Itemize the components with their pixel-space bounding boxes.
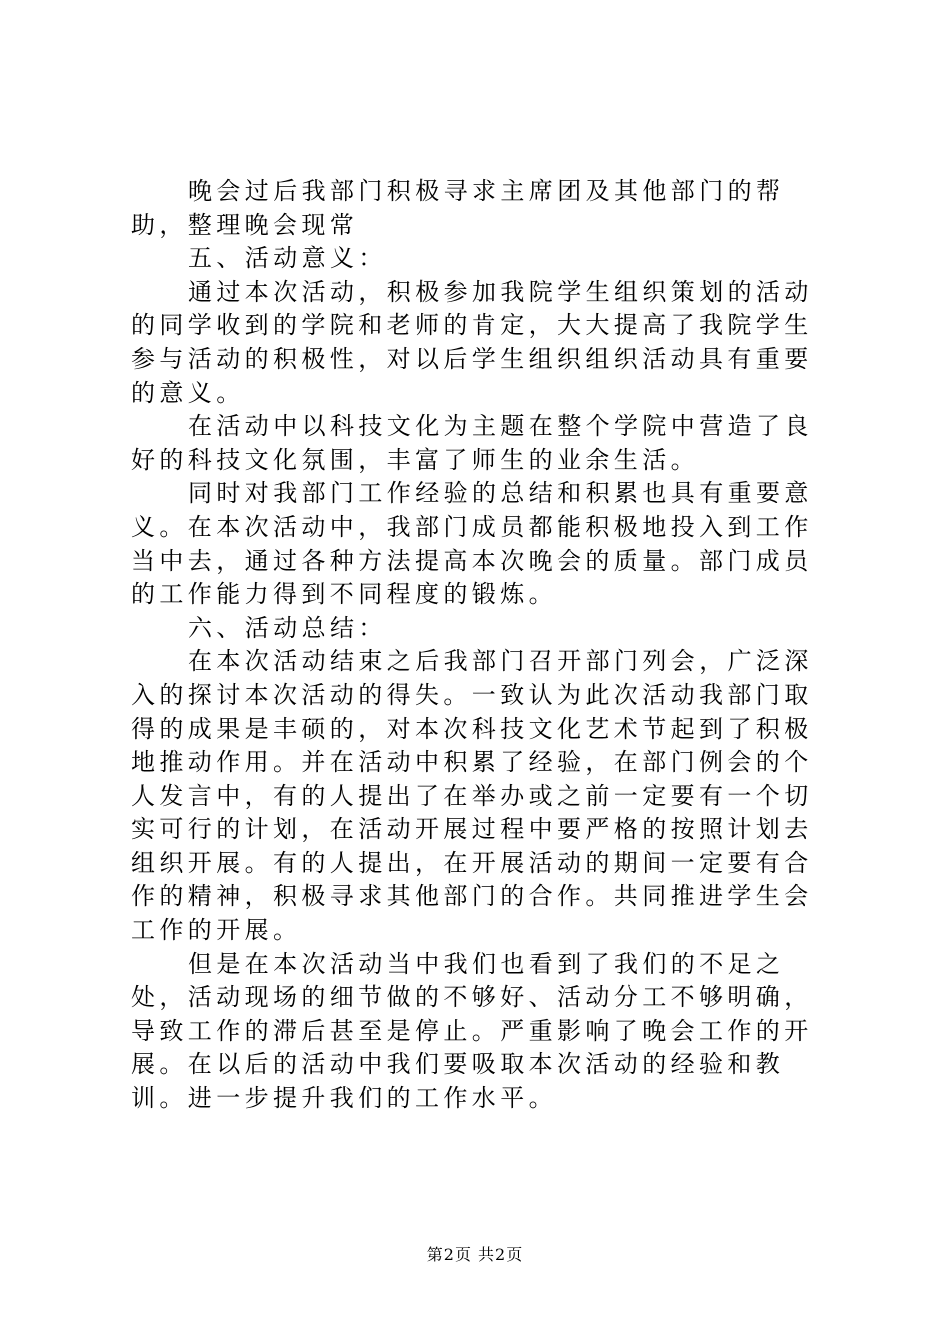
paragraph-significance-3: 同时对我部门工作经验的总结和积累也具有重要意义。在本次活动中，我部门成员都能积极地投入到工作当中去，通过各种方法提高本次晚会的质量。部门成员的工作能力得到不同程度的锻炼。 [131,479,813,609]
page-number-footer: 第2页 共2页 [426,1245,524,1264]
section-heading-summary: 六、活动总结： [188,613,387,642]
section-heading-significance: 五、活动意义： [188,244,387,273]
paragraph-summary-1: 在本次活动结束之后我部门召开部门列会，广泛深入的探讨本次活动的得失。一致认为此次活动我部门取得的成果是丰硕的，对本次科技文化艺术节起到了积极地推动作用。并在活动中积累了经验，在部门例会的个人发言中，有的人提出了在举办或之前一定要有一个切实可行的计划，在活动开展过程中要严格的按照计划去组织开展。有的人提出，在开展活动的期间一定要有合作的精神，积极寻求其他部门的合作。共同推进学生会工作的开展。 [131,647,813,945]
paragraph-followup: 晚会过后我部门积极寻求主席团及其他部门的帮助，整理晚会现常 [131,177,785,239]
document-body [131,175,831,1116]
paragraph-significance-1: 通过本次活动，积极参加我院学生组织策划的活动的同学收到的学院和老师的肯定，大大提高了我院学生参与活动的积极性，对以后学生组织组织活动具有重要的意义。 [131,277,813,407]
paragraph-summary-2: 但是在本次活动当中我们也看到了我们的不足之处，活动现场的细节做的不够好、活动分工不够明确，导致工作的滞后甚至是停止。严重影响了晚会工作的开展。在以后的活动中我们要吸取本次活动的经验和教训。进一步提升我们的工作水平。 [131,949,813,1113]
paragraph-significance-2: 在活动中以科技文化为主题在整个学院中营造了良好的科技文化氛围，丰富了师生的业余生活。 [131,412,813,474]
